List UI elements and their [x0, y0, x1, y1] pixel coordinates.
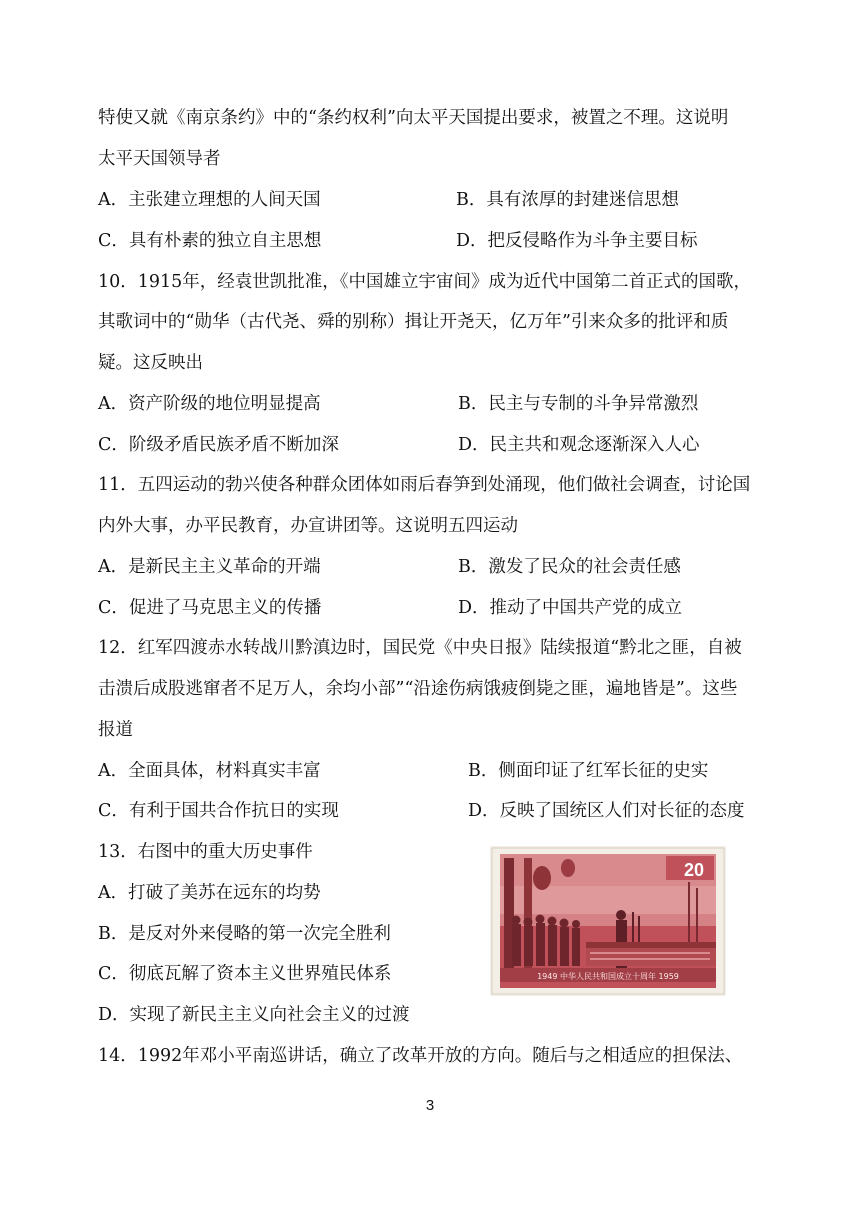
q10-option-d: D．民主共和观念逐渐深入人心 — [458, 435, 700, 455]
q9-option-a: A．主张建立理想的人间天国 — [98, 190, 321, 210]
q12-option-b: B．侧面印证了红军长征的史实 — [468, 761, 709, 781]
q9-option-c: C．具有朴素的独立自主思想 — [98, 231, 322, 251]
q11-option-a: A．是新民主主义革命的开端 — [98, 557, 321, 577]
q11-option-c: C．促进了马克思主义的传播 — [98, 598, 322, 618]
q14-stem-line-1: 14．1992年邓小平南巡讲话，确立了改革开放的方向。随后与之相适应的担保法、 — [98, 1046, 743, 1066]
q9-option-b: B．具有浓厚的封建迷信思想 — [456, 190, 679, 210]
q11-stem-line-2: 内外大事，办平民教育，办宣讲团等。这说明五四运动 — [98, 516, 518, 536]
q13-option-d: D．实现了新民主主义向社会主义的过渡 — [98, 1005, 410, 1025]
q10-option-b: B．民主与专制的斗争异常激烈 — [458, 394, 699, 414]
commemorative-stamp-image — [490, 846, 726, 996]
q10-stem-line-3: 疑。这反映出 — [98, 353, 203, 373]
q10-option-c: C．阶级矛盾民族矛盾不断加深 — [98, 435, 339, 455]
q13-option-b: B．是反对外来侵略的第一次完全胜利 — [98, 924, 391, 944]
q11-option-d: D．推动了中国共产党的成立 — [458, 598, 683, 618]
q12-stem-line-1: 12．红军四渡赤水转战川黔滇边时，国民党《中央日报》陆续报道“黔北之匪，自被 — [98, 638, 742, 658]
q12-stem-line-3: 报道 — [98, 720, 133, 740]
q10-option-a: A．资产阶级的地位明显提高 — [98, 394, 321, 414]
q9-stem-line-1: 特使又就《南京条约》中的“条约权利”向太平天国提出要求，被置之不理。这说明 — [98, 108, 729, 128]
stamp-denomination: 20 — [683, 860, 704, 880]
q11-option-b: B．激发了民众的社会责任感 — [458, 557, 681, 577]
q13-stem: 13．右图中的重大历史事件 — [98, 842, 313, 862]
q9-stem-line-2: 太平天国领导者 — [98, 149, 221, 169]
q12-option-c: C．有利于国共合作抗日的实现 — [98, 801, 339, 821]
q11-stem-line-1: 11．五四运动的勃兴使各种群众团体如雨后春笋到处涌现，他们做社会调查，讨论国 — [98, 475, 751, 495]
q12-option-a: A．全面具体，材料真实丰富 — [98, 761, 321, 781]
q10-stem-line-1: 10．1915年，经袁世凯批准，《中国雄立宇宙间》成为近代中国第二首正式的国歌， — [98, 272, 752, 292]
stamp-caption: 1949 中华人民共和国成立十周年 1959 — [537, 972, 679, 981]
q9-option-d: D．把反侵略作为斗争主要目标 — [456, 231, 698, 251]
q12-option-d: D．反映了国统区人们对长征的态度 — [468, 801, 745, 821]
q12-stem-line-2: 击溃后成股逃窜者不足万人，余均小部”“沿途伤病饿疲倒毙之匪，遍地皆是”。这些 — [98, 679, 738, 699]
q13-option-c: C．彻底瓦解了资本主义世界殖民体系 — [98, 964, 392, 984]
q13-option-a: A．打破了美苏在远东的均势 — [98, 883, 321, 903]
page-number: 3 — [425, 1097, 435, 1114]
q10-stem-line-2: 其歌词中的“勋华（古代尧、舜的别称）揖让开尧天，亿万年”引来众多的批评和质 — [98, 312, 729, 332]
